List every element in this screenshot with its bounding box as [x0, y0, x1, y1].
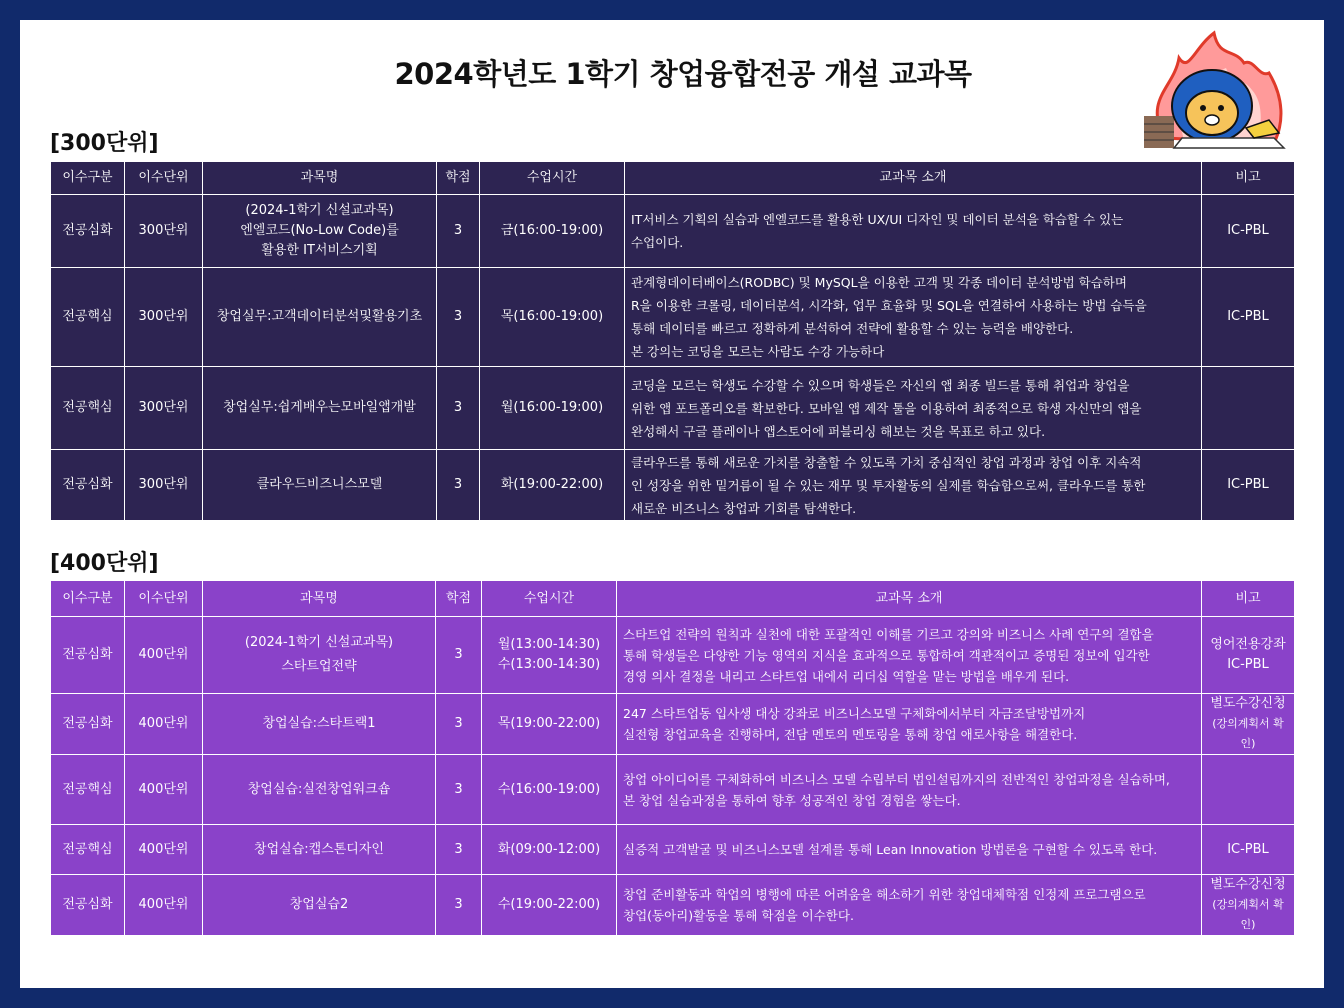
- course-type: 전공핵심: [51, 367, 125, 450]
- header-name: 과목명: [203, 162, 437, 195]
- course-credit: 3: [437, 195, 480, 268]
- course-time: 수(16:00-19:00): [482, 755, 617, 825]
- course-intro: IT서비스 기획의 실습과 엔엘코드를 활용한 UX/UI 디자인 및 데이터 분석을 학습할 수 있는 수업이다.: [625, 195, 1202, 268]
- course-credit: 3: [436, 617, 482, 694]
- course-credit: 3: [436, 694, 482, 755]
- header-name: 과목명: [203, 581, 436, 617]
- table-header-row: [51, 162, 1295, 195]
- course-intro: 관계형데이터베이스(RODBC) 및 MySQL을 이용한 고객 및 각종 데이터 분석방법 학습하며 R을 이용한 크롤링, 데이터분석, 시각화, 업무 효율화 및 SQL을 연결하여 사용하는 방법 습득을 통해 데이터를 빠르고 정확하게 분석하여 전략에 활용할 수 있는 능력을 배양한다. 본 강의는 코딩을 모르는 사람도 수강 가능하다: [625, 268, 1202, 367]
- course-note: 별도수강신청 (강의계획서 확인): [1202, 694, 1295, 755]
- course-name: 창업실습:실전창업워크숍: [203, 755, 436, 825]
- course-name: 창업실무:고객데이터분석및활용기초: [203, 268, 437, 367]
- header-time: 수업시간: [480, 162, 625, 195]
- course-note: [1202, 367, 1295, 450]
- course-intro: 코딩을 모르는 학생도 수강할 수 있으며 학생들은 자신의 앱 최종 빌드를 통해 취업과 창업을 위한 앱 포트폴리오를 확보한다. 모바일 앱 제작 툴을 이용하여 최종적으로 학생 자신만의 앱을 완성해서 구글 플레이나 앱스토어에 퍼블리싱 해보는 것을 목표로 하고 있다.: [625, 367, 1202, 450]
- course-unit: 400단위: [125, 694, 203, 755]
- course-intro: 클라우드를 통해 새로운 가치를 창출할 수 있도록 가치 중심적인 창업 과정과 창업 이후 지속적 인 성장을 위한 밑거름이 될 수 있는 재무 및 투자활동의 실제를 학습함으로써, 클라우드를 통한 새로운 비즈니스 창업과 기회를 탐색한다.: [625, 450, 1202, 521]
- section-300-label: [300단위]: [50, 131, 159, 156]
- header-intro: 교과목 소개: [625, 162, 1202, 195]
- course-name: 클라우드비즈니스모델: [203, 450, 437, 521]
- course-note: IC-PBL: [1202, 195, 1295, 268]
- course-unit: 300단위: [125, 195, 203, 268]
- course-credit: 3: [436, 875, 482, 936]
- course-time: 월(16:00-19:00): [480, 367, 625, 450]
- course-unit: 300단위: [125, 367, 203, 450]
- course-intro: 실증적 고객발굴 및 비즈니스모델 설계를 통해 Lean Innovation 방법론을 구현할 수 있도록 한다.: [617, 825, 1202, 875]
- course-name: 창업실습:스타트랙1: [203, 694, 436, 755]
- table-row: [51, 755, 1295, 825]
- course-type: 전공심화: [51, 617, 125, 694]
- course-intro: 창업 아이디어를 구체화하여 비즈니스 모델 수립부터 법인설립까지의 전반적인 창업과정을 실습하며, 본 창업 실습과정을 통하여 향후 성공적인 창업 경험을 쌓는다.: [617, 755, 1202, 825]
- course-note: 별도수강신청 (강의계획서 확인): [1202, 875, 1295, 936]
- course-name: 창업실습:캡스톤디자인: [203, 825, 436, 875]
- table-row: [51, 825, 1295, 875]
- course-unit: 400단위: [125, 875, 203, 936]
- header-credit: 학점: [436, 581, 482, 617]
- course-type: 전공핵심: [51, 268, 125, 367]
- course-intro: 스타트업 전략의 원칙과 실천에 대한 포괄적인 이해를 기르고 강의와 비즈니스 사례 연구의 결합을 통해 학생들은 다양한 기능 영역의 지식을 효과적으로 통합하여 객관적이고 증명된 정보에 입각한 경영 의사 결정을 내리고 스타트업 내에서 리더십 역할을 맡는 방법을 배우게 된다.: [617, 617, 1202, 694]
- header-type: 이수구분: [51, 162, 125, 195]
- table-row: [51, 875, 1295, 936]
- course-table-400: [50, 580, 1295, 936]
- course-unit: 400단위: [125, 825, 203, 875]
- section-400-label: [400단위]: [50, 551, 159, 576]
- course-unit: 400단위: [125, 617, 203, 694]
- course-intro: 247 스타트업동 입사생 대상 강좌로 비즈니스모델 구체화에서부터 자금조달방법까지 실전형 창업교육을 진행하며, 전담 멘토의 멘토링을 통해 창업 애로사항을 해결한다.: [617, 694, 1202, 755]
- course-time: 금(16:00-19:00): [480, 195, 625, 268]
- course-name: (2024-1학기 신설교과목) 엔엘코드(No-Low Code)를 활용한 IT서비스기획: [203, 195, 437, 268]
- table-row: [51, 617, 1295, 694]
- header-type: 이수구분: [51, 581, 125, 617]
- table-row: [51, 694, 1295, 755]
- table-row: [51, 268, 1295, 367]
- course-time: 목(16:00-19:00): [480, 268, 625, 367]
- page-title: 2024학년도 1학기 창업융합전공 개설 교과목: [394, 57, 972, 91]
- course-type: 전공핵심: [51, 825, 125, 875]
- header-unit: 이수단위: [125, 162, 203, 195]
- course-type: 전공심화: [51, 195, 125, 268]
- course-unit: 400단위: [125, 755, 203, 825]
- header-unit: 이수단위: [125, 581, 203, 617]
- course-time: 화(09:00-12:00): [482, 825, 617, 875]
- course-note: IC-PBL: [1202, 825, 1295, 875]
- header-time: 수업시간: [482, 581, 617, 617]
- course-name: (2024-1학기 신설교과목) 스타트업전략: [203, 617, 436, 694]
- course-credit: 3: [436, 825, 482, 875]
- course-note: 영어전용강좌 IC-PBL: [1202, 617, 1295, 694]
- course-type: 전공심화: [51, 450, 125, 521]
- header-intro: 교과목 소개: [617, 581, 1202, 617]
- course-credit: 3: [437, 450, 480, 521]
- course-time: 수(19:00-22:00): [482, 875, 617, 936]
- table-row: [51, 195, 1295, 268]
- course-type: 전공핵심: [51, 755, 125, 825]
- header-note: 비고: [1202, 581, 1295, 617]
- lion-mascot-icon: [1134, 28, 1294, 158]
- course-name: 창업실무:쉽게배우는모바일앱개발: [203, 367, 437, 450]
- course-credit: 3: [437, 367, 480, 450]
- course-note: IC-PBL: [1202, 450, 1295, 521]
- course-time: 목(19:00-22:00): [482, 694, 617, 755]
- course-name: 창업실습2: [203, 875, 436, 936]
- course-unit: 300단위: [125, 268, 203, 367]
- course-time: 화(19:00-22:00): [480, 450, 625, 521]
- course-time: 월(13:00-14:30) 수(13:00-14:30): [482, 617, 617, 694]
- table-row: [51, 450, 1295, 521]
- table-row: [51, 367, 1295, 450]
- course-unit: 300단위: [125, 450, 203, 521]
- header-note: 비고: [1202, 162, 1295, 195]
- course-note: [1202, 755, 1295, 825]
- course-table-300: [50, 161, 1295, 521]
- course-intro: 창업 준비활동과 학업의 병행에 따른 어려움을 해소하기 위한 창업대체학점 인정제 프로그램으로 창업(동아리)활동을 통해 학점을 이수한다.: [617, 875, 1202, 936]
- course-type: 전공심화: [51, 694, 125, 755]
- course-note: IC-PBL: [1202, 268, 1295, 367]
- course-credit: 3: [436, 755, 482, 825]
- header-credit: 학점: [437, 162, 480, 195]
- course-credit: 3: [437, 268, 480, 367]
- table-header-row: [51, 581, 1295, 617]
- course-type: 전공심화: [51, 875, 125, 936]
